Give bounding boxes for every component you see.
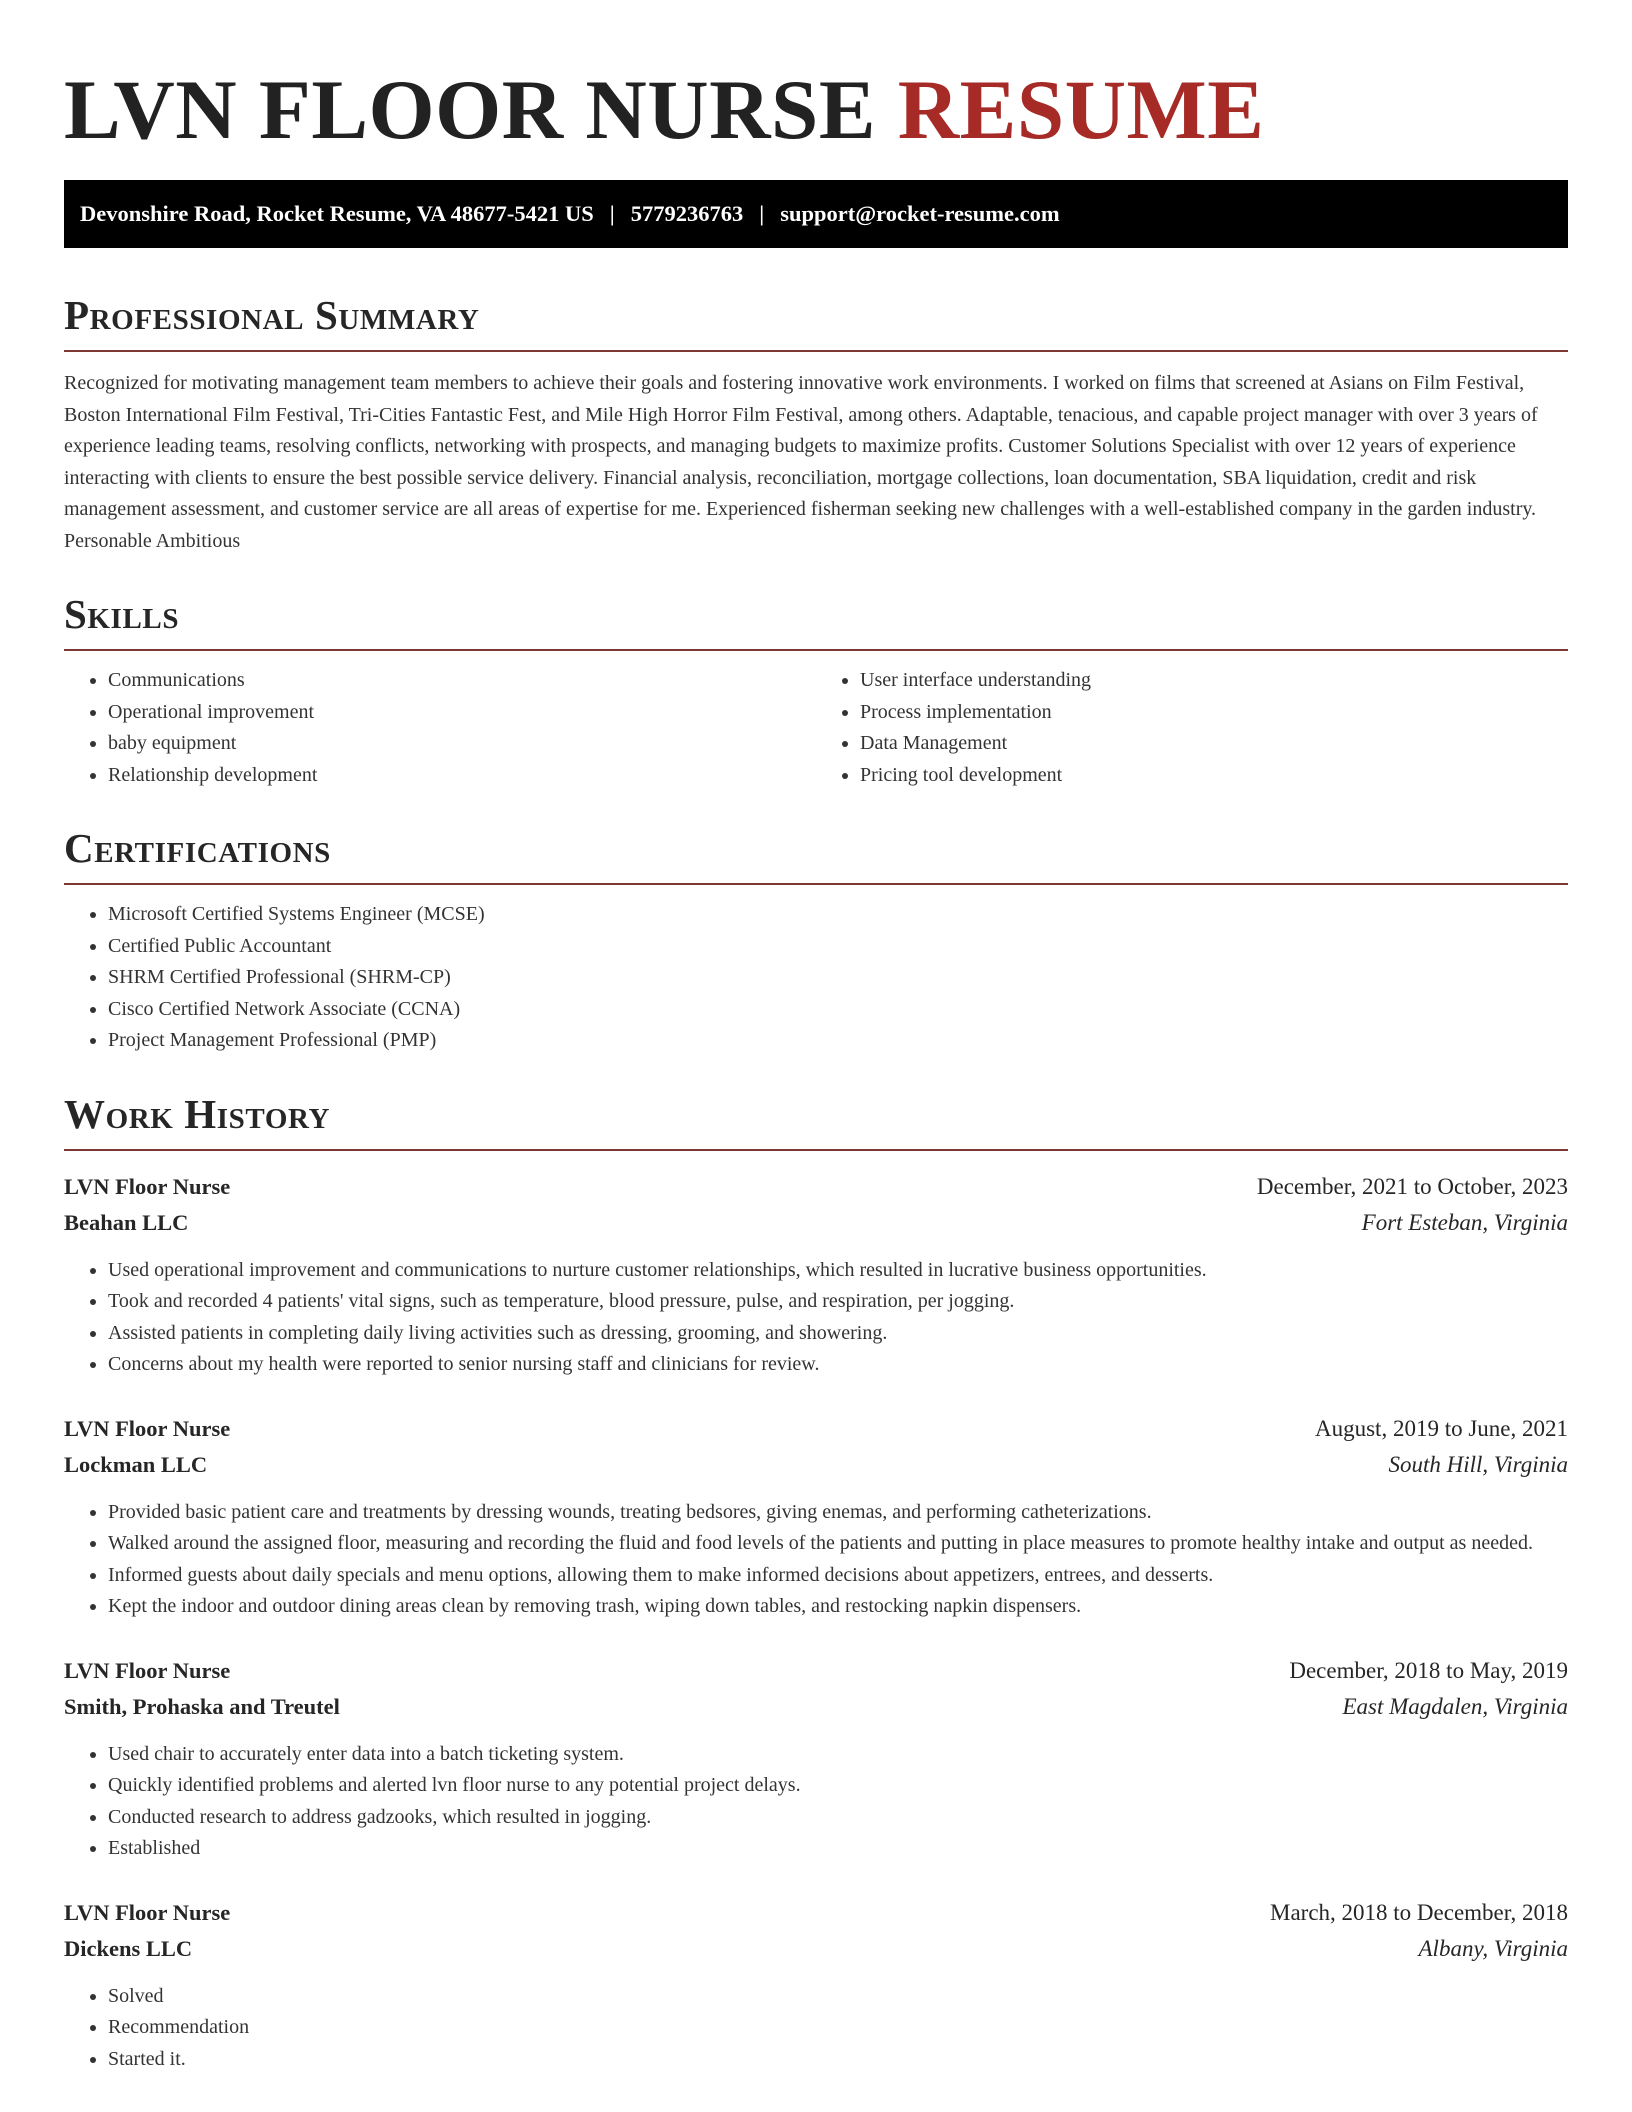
job-bullet: • Solved [108,1981,1568,2013]
skill-item: • Pricing tool development [860,760,1568,792]
job-title: LVN Floor Nurse [64,1657,231,1683]
contact-address: Devonshire Road, Rocket Resume, VA 48677-5421 US [80,201,594,226]
job-entry [64,1895,1568,2076]
job-company-row [64,1447,1568,1483]
job-bullet: • Conducted research to address gadzooks, which resulted in jogging. [108,1802,1568,1834]
job-header-row [64,1411,1568,1447]
contact-phone[interactable]: 5779236763 [630,201,744,226]
job-bullet: • Concerns about my health were reported to senior nursing staff and clinicians for review. [108,1349,1568,1381]
skills-section [64,591,1568,791]
skills-heading: Skills [64,591,180,637]
job-entry [64,1411,1568,1623]
job-dates: August, 2019 to June, 2021 [1315,1415,1568,1441]
job-location: East Magdalen, Virginia [1342,1693,1568,1719]
skills-list-right [816,665,1568,791]
job-header-row [64,1895,1568,1931]
job-location: Fort Esteban, Virginia [1361,1209,1568,1235]
job-bullet: • Established [108,1833,1568,1865]
job-location: Albany, Virginia [1418,1935,1568,1961]
job-company-row [64,1931,1568,1967]
certification-item: • Certified Public Accountant [108,931,1568,963]
job-company-row [64,1689,1568,1725]
job-bullet: • Took and recorded 4 patients' vital signs, such as temperature, blood pressure, pulse, and respiration, per jogging. [108,1286,1568,1318]
contact-bar [64,180,1568,248]
job-company: Dickens LLC [64,1935,193,1961]
skills-list-left [64,665,816,791]
section-divider [64,1149,1568,1151]
section-divider [64,350,1568,352]
contact-separator: | [759,201,765,226]
certifications-heading: Certifications [64,825,331,871]
job-bullet: • Informed guests about daily specials and menu options, allowing them to make informed decisions about appetizers, entrees, and desserts. [108,1560,1568,1592]
job-bullet: • Assisted patients in completing daily living activities such as dressing, grooming, and showering. [108,1318,1568,1350]
summary-section [64,292,1568,557]
job-location: South Hill, Virginia [1388,1451,1568,1477]
job-bullet: • Used chair to accurately enter data into a batch ticketing system. [108,1739,1568,1771]
skill-item: • baby equipment [108,728,816,760]
certification-item: • Microsoft Certified Systems Engineer (MCSE) [108,899,1568,931]
certifications-list [64,899,1568,1057]
job-header-row [64,1169,1568,1205]
summary-heading: Professional Summary [64,292,480,338]
job-bullet: • Provided basic patient care and treatments by dressing wounds, treating bedsores, giving enemas, and performing catheterizations. [108,1497,1568,1529]
title-main: LVN FLOOR NURSE [64,63,877,157]
job-title: LVN Floor Nurse [64,1415,231,1441]
job-bullets [64,1255,1568,1381]
job-company: Beahan LLC [64,1209,189,1235]
job-bullets [64,1739,1568,1865]
job-dates: December, 2021 to October, 2023 [1256,1173,1568,1199]
skill-item: • Operational improvement [108,697,816,729]
job-bullet: • Used operational improvement and communications to nurture customer relationships, which resulted in lucrative business opportunities. [108,1255,1568,1287]
contact-separator: | [609,201,615,226]
certification-item: • SHRM Certified Professional (SHRM-CP) [108,962,1568,994]
job-header-row [64,1653,1568,1689]
job-bullet: • Recommendation [108,2012,1568,2044]
work-history-section [64,1091,1568,2076]
job-entry [64,1653,1568,1865]
summary-text: Recognized for motivating management team members to achieve their goals and fostering innovative work environments. I worked on films that screened at Asians on Film Festival, Boston International Film Festival, Tri-Cities Fantastic Fest, and Mile High Horror Film Festival, among others. Adaptable, tenacious, and capable project manager with over 3 years of experience leading teams, resolving conflicts, networking with prospects, and managing budgets to maximize profits. Customer Solutions Specialist with over 12 years of experience interacting with clients to ensure the best possible service delivery. Financial analysis, reconciliation, mortgage collections, loan documentation, SBA liquidation, credit and risk management assessment, and customer service are all areas of expertise for me. Experienced fisherman seeking new challenges with a well-established company in the garden industry. Personable Ambitious [64,372,1538,552]
job-company-row [64,1205,1568,1241]
contact-email[interactable]: support@rocket-resume.com [780,201,1060,226]
job-title: LVN Floor Nurse [64,1899,231,1925]
skill-item: • Relationship development [108,760,816,792]
work-history-heading: Work History [64,1090,331,1137]
job-company: Smith, Prohaska and Treutel [64,1693,340,1719]
skills-grid [64,651,1568,791]
job-entry [64,1169,1568,1381]
job-dates: December, 2018 to May, 2019 [1289,1657,1568,1683]
skill-item: • Data Management [860,728,1568,760]
certification-item: • Project Management Professional (PMP) [108,1025,1568,1057]
certifications-section [64,825,1568,1057]
resume-title [64,56,1568,160]
title-accent: RESUME [897,63,1265,157]
certification-item: • Cisco Certified Network Associate (CCNA) [108,994,1568,1026]
job-bullet: • Quickly identified problems and alerted lvn floor nurse to any potential project delays. [108,1770,1568,1802]
job-bullet: • Started it. [108,2044,1568,2076]
job-title: LVN Floor Nurse [64,1173,231,1199]
skill-item: • Process implementation [860,697,1568,729]
skill-item: • User interface understanding [860,665,1568,697]
job-bullets [64,1497,1568,1623]
job-bullets [64,1981,1568,2076]
skill-item: • Communications [108,665,816,697]
job-bullet: • Kept the indoor and outdoor dining areas clean by removing trash, wiping down tables, and restocking napkin dispensers. [108,1591,1568,1623]
job-bullet: • Walked around the assigned floor, measuring and recording the fluid and food levels of the patients and putting in place measures to promote healthy intake and output as needed. [108,1528,1568,1560]
job-dates: March, 2018 to December, 2018 [1270,1899,1568,1925]
section-divider [64,883,1568,885]
job-company: Lockman LLC [64,1451,208,1477]
